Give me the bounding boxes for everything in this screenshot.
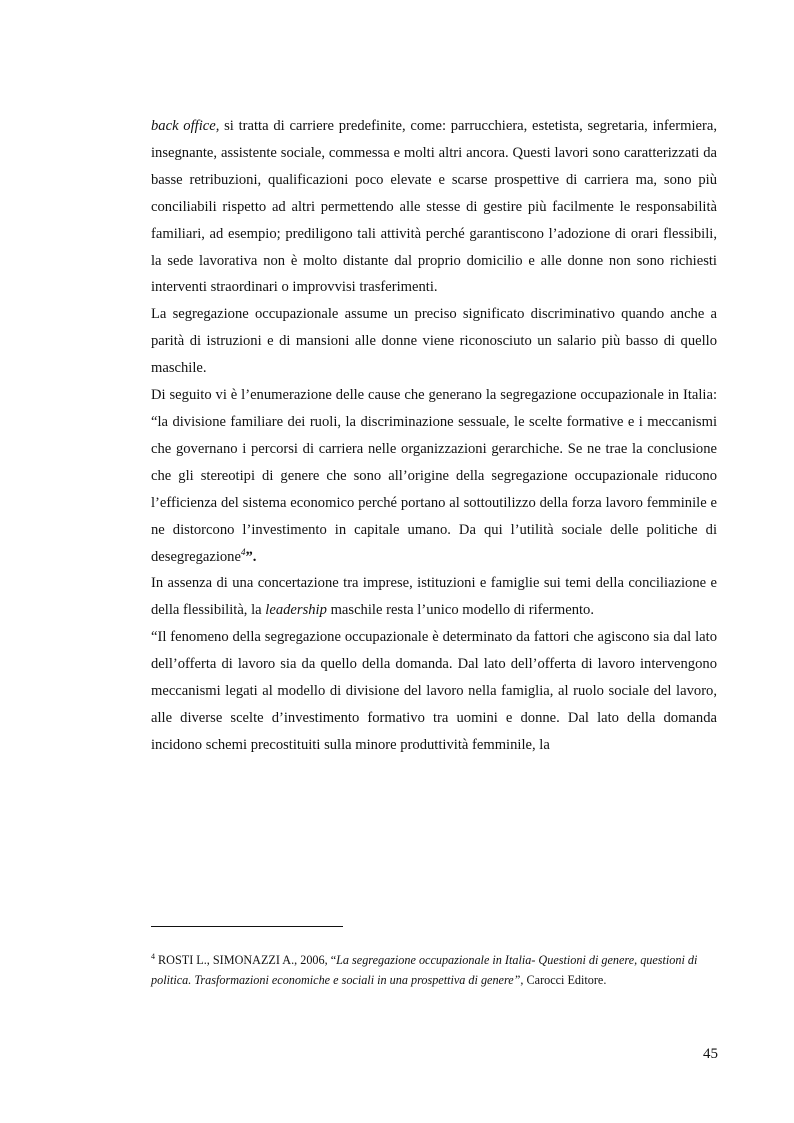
- footnote-title: La segregazione occupazionale in Italia- Questioni di genere, questioni di politica. Trasformazioni economiche e sociali in una prospettiva di genere: [151, 953, 698, 987]
- paragraph-3: [151, 382, 717, 570]
- footnote: [151, 950, 731, 990]
- footnote-publisher: Carocci Editore.: [523, 973, 607, 987]
- paragraph-3-text: Di seguito vi è l’enumerazione delle cause che generano la segregazione occupazionale in Italia: “la divisione familiare dei ruoli, la discriminazione sessuale, le scelte formative e i meccanismi che governano i percorsi di carriera nelle organizzazioni gerarchiche. Se ne trae la conclusione che gli stereotipi di genere che sono all’origine della segregazione occupazionale riducono l’efficienza del sistema economico perché portano al sottoutilizzo della forza lavoro femminile e ne distorcono l’investimento in capitale umano. Da qui l’utilità sociale delle politiche di desegregazione: [151, 387, 717, 565]
- paragraph-5: “Il fenomeno della segregazione occupazionale è determinato da fattori che agiscono sia dal lato dell’offerta di lavoro sia da quello della domanda. Dal lato dell’offerta di lavoro intervengono meccanismi legati al modello di divisione del lavoro nella famiglia, al ruolo sociale del lavoro, alle diverse scelte d’investimento formativo tra uomini e donne. Dal lato della domanda incidono schemi precostituiti sulla minore produttività femminile, la: [151, 629, 717, 753]
- paragraph-1-text: si tratta di carriere predefinite, come: parrucchiera, estetista, segretaria, infermiera, insegnante, assistente sociale, commessa e molti altri ancora. Questi lavori sono caratterizzati da basse retribuzioni, qualificazioni poco elevate e scarse prospettive di carriera ma, sono più conciliabili rispetto ad altri permettendo alle stesse di gestire più facilmente le responsabilità familiari, ad esempio; prediligono tali attività perché garantiscono l’adozione di orari flessibili, la sede lavorativa non è molto distante dal proprio domicilio e alle donne non sono richiesti interventi straordinari o improvvisi trasferimenti.: [151, 118, 718, 296]
- paragraph-4: [151, 570, 717, 624]
- page-number: 45: [703, 1046, 718, 1062]
- paragraph-4-text-before: In assenza di una concertazione tra imprese, istituzioni e famiglie sui temi della conciliazione e della flessibilità, la: [151, 575, 717, 619]
- footnote-separator: [151, 926, 343, 927]
- paragraph-1: [151, 113, 717, 301]
- paragraph-2: La segregazione occupazionale assume un preciso significato discriminativo quando anche a parità di istruzioni e di mansioni alle donne viene riconosciuto un salario più basso di quello maschile.: [151, 306, 717, 377]
- closing-quote: ”.: [245, 548, 257, 565]
- body-text: [151, 113, 717, 759]
- italic-term: back office,: [151, 118, 220, 134]
- footnote-mark: 4: [151, 951, 155, 961]
- footnote-close-quote: ”,: [513, 973, 524, 987]
- italic-term: leadership: [265, 602, 327, 619]
- footnote-reference[interactable]: 4: [240, 546, 246, 557]
- footnote-authors: ROSTI L., SIMONAZZI A., 2006, “: [155, 953, 337, 967]
- paragraph-4-text-after: maschile resta l’unico modello di rifermento.: [326, 602, 594, 619]
